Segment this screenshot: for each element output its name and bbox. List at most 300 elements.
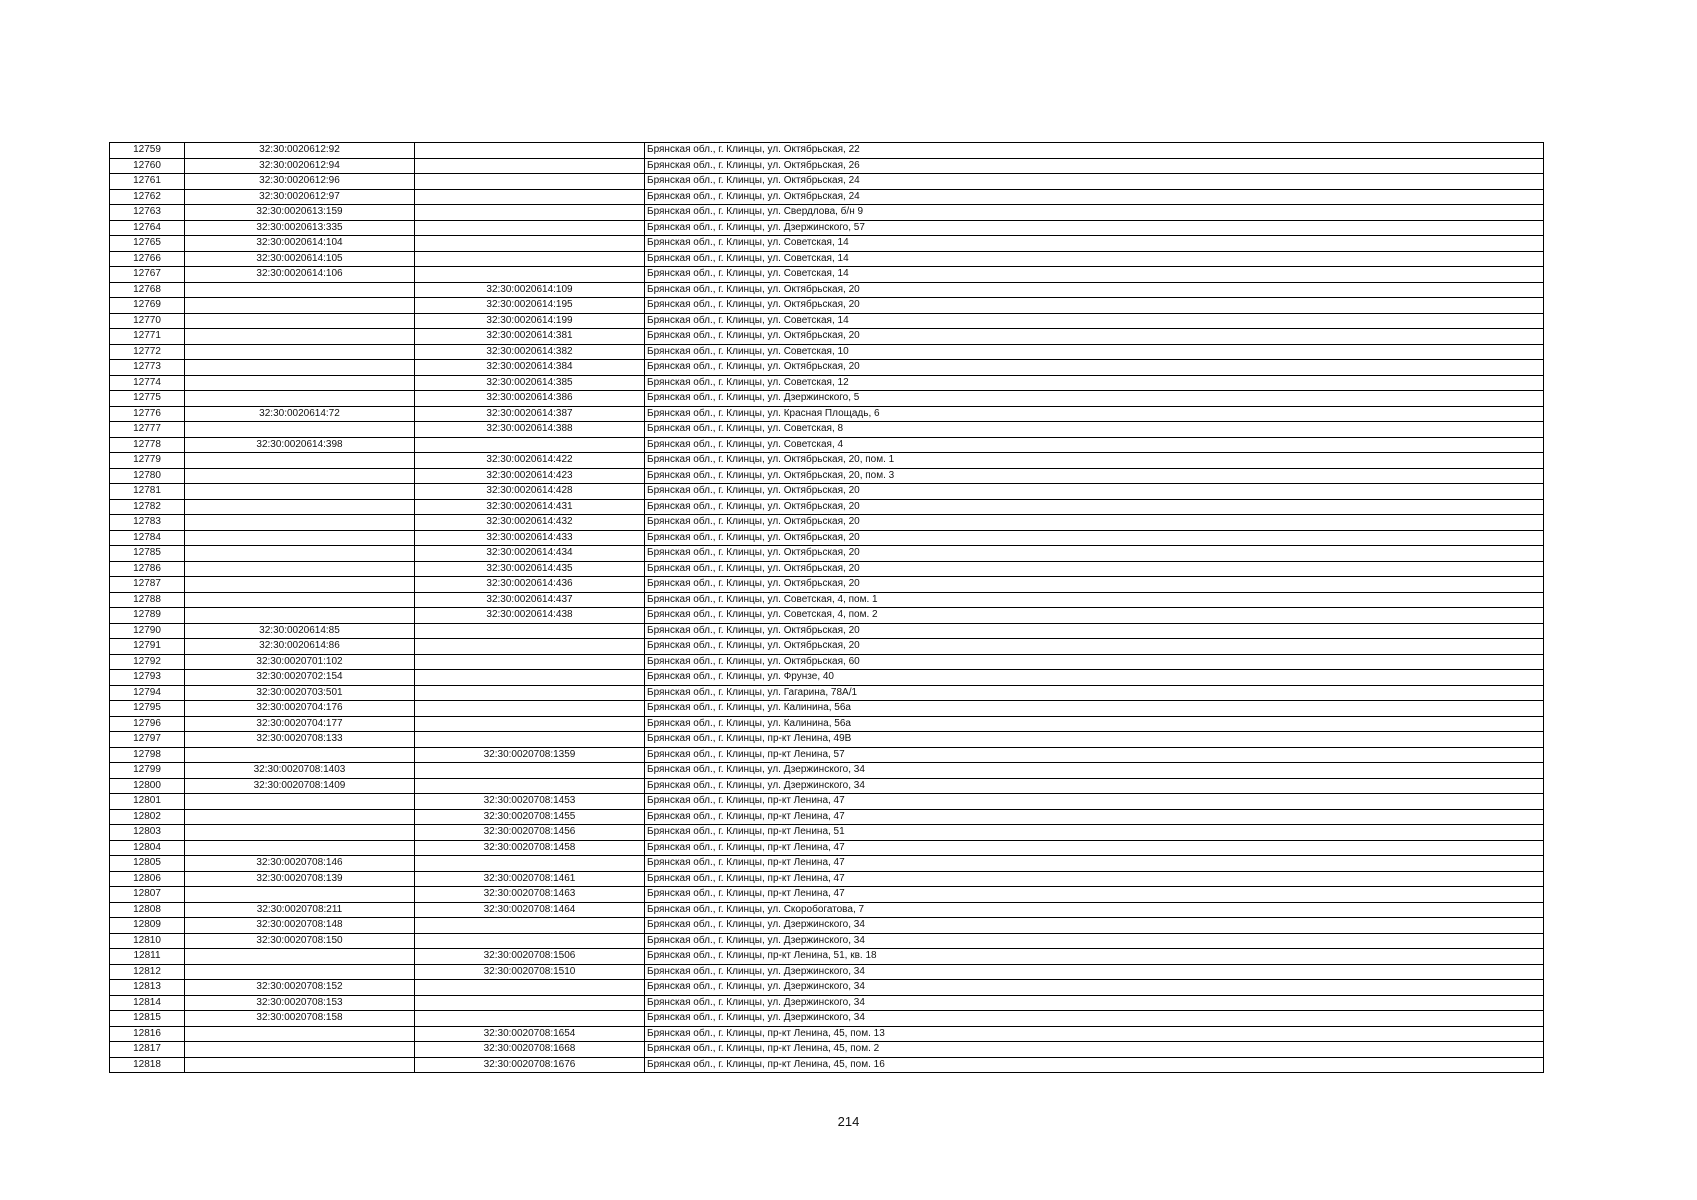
table-row <box>110 360 1544 376</box>
cadastral-number-cell <box>185 313 415 329</box>
address-cell: Брянская обл., г. Клинцы, ул. Октябрьская, 20 <box>645 360 1544 376</box>
table-row <box>110 933 1544 949</box>
cadastral-number-cell: 32:30:0020704:176 <box>185 701 415 717</box>
row-number-cell: 12788 <box>110 592 185 608</box>
cadastral-number-cell: 32:30:0020708:158 <box>185 1011 415 1027</box>
row-number-cell: 12763 <box>110 205 185 221</box>
cadastral-number-alt-cell: 32:30:0020614:109 <box>415 282 645 298</box>
table-row <box>110 561 1544 577</box>
address-cell: Брянская обл., г. Клинцы, ул. Октябрьская, 26 <box>645 158 1544 174</box>
table-row <box>110 1057 1544 1073</box>
address-cell: Брянская обл., г. Клинцы, ул. Октябрьская, 20 <box>645 530 1544 546</box>
cadastral-number-alt-cell: 32:30:0020708:1463 <box>415 887 645 903</box>
cadastral-number-cell: 32:30:0020613:159 <box>185 205 415 221</box>
table-row <box>110 577 1544 593</box>
table-row <box>110 809 1544 825</box>
address-cell: Брянская обл., г. Клинцы, пр-кт Ленина, 51, кв. 18 <box>645 949 1544 965</box>
row-number-cell: 12814 <box>110 995 185 1011</box>
table-row <box>110 887 1544 903</box>
cadastral-number-cell: 32:30:0020613:335 <box>185 220 415 236</box>
cadastral-number-alt-cell: 32:30:0020708:1510 <box>415 964 645 980</box>
cadastral-number-alt-cell <box>415 158 645 174</box>
cadastral-number-cell <box>185 484 415 500</box>
cadastral-number-cell: 32:30:0020708:153 <box>185 995 415 1011</box>
cadastral-number-alt-cell: 32:30:0020708:1506 <box>415 949 645 965</box>
table-row <box>110 313 1544 329</box>
cadastral-number-alt-cell <box>415 143 645 159</box>
cadastral-number-alt-cell: 32:30:0020708:1458 <box>415 840 645 856</box>
row-number-cell: 12771 <box>110 329 185 345</box>
table-row <box>110 468 1544 484</box>
row-number-cell: 12772 <box>110 344 185 360</box>
cadastral-number-alt-cell: 32:30:0020708:1455 <box>415 809 645 825</box>
row-number-cell: 12784 <box>110 530 185 546</box>
table-row <box>110 871 1544 887</box>
address-cell: Брянская обл., г. Клинцы, ул. Фрунзе, 40 <box>645 670 1544 686</box>
cadastral-number-alt-cell: 32:30:0020708:1453 <box>415 794 645 810</box>
table-row <box>110 732 1544 748</box>
cadastral-number-alt-cell: 32:30:0020708:1676 <box>415 1057 645 1073</box>
cadastral-number-cell: 32:30:0020701:102 <box>185 654 415 670</box>
cadastral-number-alt-cell <box>415 732 645 748</box>
cadastral-number-cell <box>185 422 415 438</box>
row-number-cell: 12802 <box>110 809 185 825</box>
row-number-cell: 12769 <box>110 298 185 314</box>
row-number-cell: 12809 <box>110 918 185 934</box>
cadastral-number-alt-cell <box>415 856 645 872</box>
cadastral-number-cell: 32:30:0020708:152 <box>185 980 415 996</box>
registry-table-body <box>110 143 1544 1073</box>
row-number-cell: 12803 <box>110 825 185 841</box>
cadastral-number-alt-cell <box>415 918 645 934</box>
address-cell: Брянская обл., г. Клинцы, ул. Октябрьская, 20 <box>645 282 1544 298</box>
cadastral-number-alt-cell: 32:30:0020614:428 <box>415 484 645 500</box>
table-row <box>110 391 1544 407</box>
row-number-cell: 12768 <box>110 282 185 298</box>
table-row <box>110 174 1544 190</box>
cadastral-number-alt-cell <box>415 437 645 453</box>
cadastral-number-alt-cell: 32:30:0020614:422 <box>415 453 645 469</box>
cadastral-number-cell <box>185 530 415 546</box>
address-cell: Брянская обл., г. Клинцы, ул. Октябрьская, 20 <box>645 515 1544 531</box>
table-row <box>110 964 1544 980</box>
row-number-cell: 12807 <box>110 887 185 903</box>
row-number-cell: 12761 <box>110 174 185 190</box>
address-cell: Брянская обл., г. Клинцы, ул. Октябрьская, 24 <box>645 189 1544 205</box>
cadastral-number-alt-cell: 32:30:0020614:384 <box>415 360 645 376</box>
address-cell: Брянская обл., г. Клинцы, ул. Советская, 8 <box>645 422 1544 438</box>
cadastral-number-alt-cell <box>415 174 645 190</box>
cadastral-number-alt-cell: 32:30:0020614:388 <box>415 422 645 438</box>
address-cell: Брянская обл., г. Клинцы, ул. Дзержинского, 34 <box>645 995 1544 1011</box>
table-row <box>110 840 1544 856</box>
row-number-cell: 12817 <box>110 1042 185 1058</box>
table-row <box>110 143 1544 159</box>
row-number-cell: 12775 <box>110 391 185 407</box>
row-number-cell: 12780 <box>110 468 185 484</box>
cadastral-number-cell <box>185 1042 415 1058</box>
table-row <box>110 918 1544 934</box>
cadastral-number-alt-cell <box>415 685 645 701</box>
address-cell: Брянская обл., г. Клинцы, ул. Дзержинского, 57 <box>645 220 1544 236</box>
cadastral-number-cell <box>185 949 415 965</box>
cadastral-number-alt-cell: 32:30:0020614:199 <box>415 313 645 329</box>
address-cell: Брянская обл., г. Клинцы, ул. Дзержинского, 34 <box>645 1011 1544 1027</box>
cadastral-number-cell <box>185 577 415 593</box>
cadastral-number-alt-cell <box>415 205 645 221</box>
cadastral-number-cell: 32:30:0020612:92 <box>185 143 415 159</box>
address-cell: Брянская обл., г. Клинцы, ул. Свердлова, б/н 9 <box>645 205 1544 221</box>
cadastral-number-alt-cell: 32:30:0020614:433 <box>415 530 645 546</box>
table-row <box>110 375 1544 391</box>
row-number-cell: 12773 <box>110 360 185 376</box>
table-row <box>110 422 1544 438</box>
cadastral-number-cell <box>185 344 415 360</box>
cadastral-number-cell <box>185 391 415 407</box>
table-row <box>110 670 1544 686</box>
address-cell: Брянская обл., г. Клинцы, ул. Октябрьская, 20 <box>645 639 1544 655</box>
table-row <box>110 747 1544 763</box>
row-number-cell: 12796 <box>110 716 185 732</box>
cadastral-number-cell <box>185 499 415 515</box>
cadastral-number-cell <box>185 608 415 624</box>
cadastral-number-alt-cell: 32:30:0020614:434 <box>415 546 645 562</box>
address-cell: Брянская обл., г. Клинцы, ул. Октябрьская, 22 <box>645 143 1544 159</box>
cadastral-number-cell <box>185 515 415 531</box>
table-row <box>110 856 1544 872</box>
address-cell: Брянская обл., г. Клинцы, ул. Дзержинского, 5 <box>645 391 1544 407</box>
address-cell: Брянская обл., г. Клинцы, пр-кт Ленина, 47 <box>645 840 1544 856</box>
cadastral-number-cell <box>185 809 415 825</box>
row-number-cell: 12781 <box>110 484 185 500</box>
row-number-cell: 12764 <box>110 220 185 236</box>
address-cell: Брянская обл., г. Клинцы, пр-кт Ленина, 47 <box>645 856 1544 872</box>
table-row <box>110 515 1544 531</box>
table-row <box>110 763 1544 779</box>
cadastral-number-alt-cell: 32:30:0020614:382 <box>415 344 645 360</box>
row-number-cell: 12808 <box>110 902 185 918</box>
cadastral-number-cell: 32:30:0020614:106 <box>185 267 415 283</box>
address-cell: Брянская обл., г. Клинцы, ул. Октябрьская, 20 <box>645 561 1544 577</box>
address-cell: Брянская обл., г. Клинцы, ул. Дзержинского, 34 <box>645 964 1544 980</box>
row-number-cell: 12798 <box>110 747 185 763</box>
row-number-cell: 12767 <box>110 267 185 283</box>
cadastral-number-alt-cell <box>415 236 645 252</box>
cadastral-number-alt-cell <box>415 933 645 949</box>
cadastral-number-cell <box>185 964 415 980</box>
cadastral-number-alt-cell <box>415 701 645 717</box>
cadastral-number-alt-cell <box>415 778 645 794</box>
table-row <box>110 406 1544 422</box>
table-row <box>110 685 1544 701</box>
row-number-cell: 12811 <box>110 949 185 965</box>
row-number-cell: 12762 <box>110 189 185 205</box>
table-row <box>110 329 1544 345</box>
address-cell: Брянская обл., г. Клинцы, пр-кт Ленина, 45, пом. 2 <box>645 1042 1544 1058</box>
cadastral-number-alt-cell <box>415 1011 645 1027</box>
table-row <box>110 825 1544 841</box>
address-cell: Брянская обл., г. Клинцы, ул. Советская, 12 <box>645 375 1544 391</box>
row-number-cell: 12801 <box>110 794 185 810</box>
address-cell: Брянская обл., г. Клинцы, ул. Октябрьская, 20 <box>645 484 1544 500</box>
cadastral-number-cell <box>185 561 415 577</box>
cadastral-number-cell <box>185 887 415 903</box>
cadastral-number-alt-cell <box>415 623 645 639</box>
row-number-cell: 12795 <box>110 701 185 717</box>
page-number: 214 <box>837 1114 860 1129</box>
address-cell: Брянская обл., г. Клинцы, ул. Октябрьская, 20, пом. 1 <box>645 453 1544 469</box>
cadastral-number-alt-cell: 32:30:0020614:381 <box>415 329 645 345</box>
address-cell: Брянская обл., г. Клинцы, ул. Советская, 4 <box>645 437 1544 453</box>
address-cell: Брянская обл., г. Клинцы, пр-кт Ленина, 45, пом. 13 <box>645 1026 1544 1042</box>
cadastral-number-cell: 32:30:0020614:398 <box>185 437 415 453</box>
address-cell: Брянская обл., г. Клинцы, ул. Октябрьская, 20, пом. 3 <box>645 468 1544 484</box>
cadastral-number-alt-cell: 32:30:0020614:432 <box>415 515 645 531</box>
table-row <box>110 592 1544 608</box>
row-number-cell: 12787 <box>110 577 185 593</box>
table-row <box>110 778 1544 794</box>
address-cell: Брянская обл., г. Клинцы, ул. Дзержинского, 34 <box>645 918 1544 934</box>
cadastral-number-alt-cell: 32:30:0020614:431 <box>415 499 645 515</box>
registry-table <box>109 142 1544 1073</box>
table-row <box>110 1042 1544 1058</box>
table-row <box>110 344 1544 360</box>
cadastral-number-cell <box>185 468 415 484</box>
row-number-cell: 12776 <box>110 406 185 422</box>
row-number-cell: 12799 <box>110 763 185 779</box>
address-cell: Брянская обл., г. Клинцы, ул. Октябрьская, 24 <box>645 174 1544 190</box>
address-cell: Брянская обл., г. Клинцы, ул. Дзержинского, 34 <box>645 980 1544 996</box>
table-row <box>110 546 1544 562</box>
table-row <box>110 623 1544 639</box>
table-row <box>110 1011 1544 1027</box>
row-number-cell: 12778 <box>110 437 185 453</box>
cadastral-number-cell <box>185 282 415 298</box>
cadastral-number-cell: 32:30:0020614:86 <box>185 639 415 655</box>
cadastral-number-alt-cell <box>415 654 645 670</box>
table-row <box>110 654 1544 670</box>
cadastral-number-cell <box>185 453 415 469</box>
row-number-cell: 12782 <box>110 499 185 515</box>
address-cell: Брянская обл., г. Клинцы, ул. Октябрьская, 20 <box>645 623 1544 639</box>
address-cell: Брянская обл., г. Клинцы, пр-кт Ленина, 57 <box>645 747 1544 763</box>
cadastral-number-alt-cell <box>415 267 645 283</box>
cadastral-number-alt-cell: 32:30:0020708:1668 <box>415 1042 645 1058</box>
cadastral-number-alt-cell <box>415 639 645 655</box>
cadastral-number-alt-cell <box>415 251 645 267</box>
row-number-cell: 12806 <box>110 871 185 887</box>
cadastral-number-cell: 32:30:0020612:97 <box>185 189 415 205</box>
table-row <box>110 701 1544 717</box>
cadastral-number-cell: 32:30:0020708:133 <box>185 732 415 748</box>
table-row <box>110 282 1544 298</box>
address-cell: Брянская обл., г. Клинцы, пр-кт Ленина, 47 <box>645 871 1544 887</box>
cadastral-number-cell <box>185 825 415 841</box>
row-number-cell: 12759 <box>110 143 185 159</box>
row-number-cell: 12779 <box>110 453 185 469</box>
table-row <box>110 484 1544 500</box>
cadastral-number-alt-cell <box>415 763 645 779</box>
address-cell: Брянская обл., г. Клинцы, ул. Октябрьская, 20 <box>645 577 1544 593</box>
address-cell: Брянская обл., г. Клинцы, ул. Красная Площадь, 6 <box>645 406 1544 422</box>
table-row <box>110 158 1544 174</box>
row-number-cell: 12789 <box>110 608 185 624</box>
table-row <box>110 902 1544 918</box>
table-row <box>110 453 1544 469</box>
table-row <box>110 220 1544 236</box>
table-row <box>110 995 1544 1011</box>
cadastral-number-alt-cell: 32:30:0020614:436 <box>415 577 645 593</box>
cadastral-number-cell <box>185 298 415 314</box>
address-cell: Брянская обл., г. Клинцы, ул. Октябрьская, 20 <box>645 546 1544 562</box>
address-cell: Брянская обл., г. Клинцы, ул. Калинина, 56а <box>645 701 1544 717</box>
row-number-cell: 12794 <box>110 685 185 701</box>
cadastral-number-cell <box>185 546 415 562</box>
cadastral-number-cell <box>185 592 415 608</box>
address-cell: Брянская обл., г. Клинцы, ул. Октябрьская, 60 <box>645 654 1544 670</box>
cadastral-number-cell <box>185 794 415 810</box>
cadastral-number-cell <box>185 375 415 391</box>
row-number-cell: 12816 <box>110 1026 185 1042</box>
cadastral-number-alt-cell: 32:30:0020614:437 <box>415 592 645 608</box>
address-cell: Брянская обл., г. Клинцы, ул. Октябрьская, 20 <box>645 499 1544 515</box>
address-cell: Брянская обл., г. Клинцы, пр-кт Ленина, 47 <box>645 794 1544 810</box>
cadastral-number-cell: 32:30:0020702:154 <box>185 670 415 686</box>
row-number-cell: 12793 <box>110 670 185 686</box>
cadastral-number-cell: 32:30:0020614:72 <box>185 406 415 422</box>
cadastral-number-alt-cell: 32:30:0020614:387 <box>415 406 645 422</box>
row-number-cell: 12797 <box>110 732 185 748</box>
address-cell: Брянская обл., г. Клинцы, ул. Калинина, 56а <box>645 716 1544 732</box>
cadastral-number-cell: 32:30:0020708:139 <box>185 871 415 887</box>
cadastral-number-alt-cell: 32:30:0020614:435 <box>415 561 645 577</box>
address-cell: Брянская обл., г. Клинцы, ул. Советская, 10 <box>645 344 1544 360</box>
row-number-cell: 12804 <box>110 840 185 856</box>
table-row <box>110 794 1544 810</box>
address-cell: Брянская обл., г. Клинцы, ул. Советская, 14 <box>645 251 1544 267</box>
cadastral-number-cell: 32:30:0020614:105 <box>185 251 415 267</box>
table-row <box>110 949 1544 965</box>
row-number-cell: 12786 <box>110 561 185 577</box>
address-cell: Брянская обл., г. Клинцы, ул. Советская, 4, пом. 2 <box>645 608 1544 624</box>
row-number-cell: 12760 <box>110 158 185 174</box>
row-number-cell: 12765 <box>110 236 185 252</box>
cadastral-number-cell: 32:30:0020708:148 <box>185 918 415 934</box>
row-number-cell: 12805 <box>110 856 185 872</box>
table-row <box>110 639 1544 655</box>
cadastral-number-cell: 32:30:0020708:150 <box>185 933 415 949</box>
cadastral-number-cell: 32:30:0020704:177 <box>185 716 415 732</box>
table-row <box>110 980 1544 996</box>
cadastral-number-cell <box>185 747 415 763</box>
address-cell: Брянская обл., г. Клинцы, ул. Советская, 4, пом. 1 <box>645 592 1544 608</box>
cadastral-number-alt-cell <box>415 189 645 205</box>
cadastral-number-alt-cell: 32:30:0020708:1456 <box>415 825 645 841</box>
row-number-cell: 12800 <box>110 778 185 794</box>
cadastral-number-alt-cell <box>415 670 645 686</box>
cadastral-number-alt-cell: 32:30:0020708:1359 <box>415 747 645 763</box>
table-row <box>110 437 1544 453</box>
address-cell: Брянская обл., г. Клинцы, ул. Октябрьская, 20 <box>645 298 1544 314</box>
address-cell: Брянская обл., г. Клинцы, ул. Дзержинского, 34 <box>645 778 1544 794</box>
table-row <box>110 205 1544 221</box>
cadastral-number-cell: 32:30:0020614:104 <box>185 236 415 252</box>
row-number-cell: 12791 <box>110 639 185 655</box>
cadastral-number-alt-cell: 32:30:0020708:1464 <box>415 902 645 918</box>
row-number-cell: 12777 <box>110 422 185 438</box>
cadastral-number-cell <box>185 1026 415 1042</box>
row-number-cell: 12783 <box>110 515 185 531</box>
row-number-cell: 12810 <box>110 933 185 949</box>
address-cell: Брянская обл., г. Клинцы, пр-кт Ленина, 49В <box>645 732 1544 748</box>
cadastral-number-cell: 32:30:0020612:94 <box>185 158 415 174</box>
row-number-cell: 12812 <box>110 964 185 980</box>
row-number-cell: 12818 <box>110 1057 185 1073</box>
row-number-cell: 12766 <box>110 251 185 267</box>
cadastral-number-alt-cell: 32:30:0020614:423 <box>415 468 645 484</box>
row-number-cell: 12774 <box>110 375 185 391</box>
cadastral-number-cell: 32:30:0020614:85 <box>185 623 415 639</box>
cadastral-number-alt-cell: 32:30:0020708:1654 <box>415 1026 645 1042</box>
row-number-cell: 12785 <box>110 546 185 562</box>
address-cell: Брянская обл., г. Клинцы, ул. Советская, 14 <box>645 267 1544 283</box>
address-cell: Брянская обл., г. Клинцы, ул. Советская, 14 <box>645 236 1544 252</box>
address-cell: Брянская обл., г. Клинцы, пр-кт Ленина, 45, пом. 16 <box>645 1057 1544 1073</box>
cadastral-number-alt-cell <box>415 980 645 996</box>
address-cell: Брянская обл., г. Клинцы, ул. Скоробогатова, 7 <box>645 902 1544 918</box>
cadastral-number-alt-cell <box>415 995 645 1011</box>
cadastral-number-cell <box>185 329 415 345</box>
table-row <box>110 608 1544 624</box>
cadastral-number-cell: 32:30:0020708:1409 <box>185 778 415 794</box>
cadastral-number-alt-cell <box>415 716 645 732</box>
cadastral-number-alt-cell: 32:30:0020614:438 <box>415 608 645 624</box>
cadastral-number-cell: 32:30:0020708:1403 <box>185 763 415 779</box>
table-row <box>110 298 1544 314</box>
cadastral-number-alt-cell: 32:30:0020614:195 <box>415 298 645 314</box>
table-row <box>110 1026 1544 1042</box>
row-number-cell: 12792 <box>110 654 185 670</box>
address-cell: Брянская обл., г. Клинцы, пр-кт Ленина, 47 <box>645 887 1544 903</box>
row-number-cell: 12790 <box>110 623 185 639</box>
table-row <box>110 716 1544 732</box>
address-cell: Брянская обл., г. Клинцы, пр-кт Ленина, 47 <box>645 809 1544 825</box>
table-row <box>110 530 1544 546</box>
table-row <box>110 251 1544 267</box>
row-number-cell: 12815 <box>110 1011 185 1027</box>
cadastral-number-cell: 32:30:0020703:501 <box>185 685 415 701</box>
cadastral-number-cell: 32:30:0020708:146 <box>185 856 415 872</box>
address-cell: Брянская обл., г. Клинцы, ул. Дзержинского, 34 <box>645 933 1544 949</box>
cadastral-number-alt-cell <box>415 220 645 236</box>
table-row <box>110 499 1544 515</box>
table-row <box>110 236 1544 252</box>
cadastral-number-cell <box>185 360 415 376</box>
address-cell: Брянская обл., г. Клинцы, ул. Октябрьская, 20 <box>645 329 1544 345</box>
cadastral-number-alt-cell: 32:30:0020614:386 <box>415 391 645 407</box>
address-cell: Брянская обл., г. Клинцы, ул. Гагарина, 78А/1 <box>645 685 1544 701</box>
cadastral-number-cell: 32:30:0020612:96 <box>185 174 415 190</box>
cadastral-number-cell <box>185 840 415 856</box>
cadastral-number-alt-cell: 32:30:0020614:385 <box>415 375 645 391</box>
row-number-cell: 12770 <box>110 313 185 329</box>
address-cell: Брянская обл., г. Клинцы, ул. Дзержинского, 34 <box>645 763 1544 779</box>
cadastral-number-cell: 32:30:0020708:211 <box>185 902 415 918</box>
row-number-cell: 12813 <box>110 980 185 996</box>
address-cell: Брянская обл., г. Клинцы, ул. Советская, 14 <box>645 313 1544 329</box>
cadastral-number-cell <box>185 1057 415 1073</box>
table-row <box>110 189 1544 205</box>
